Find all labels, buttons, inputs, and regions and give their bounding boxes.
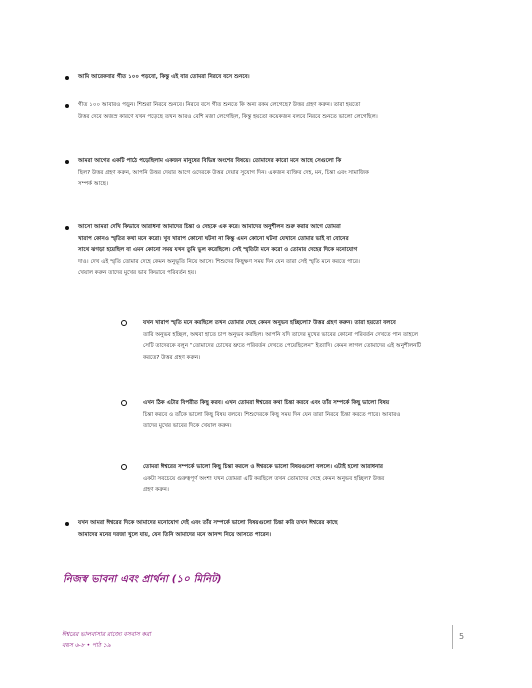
- subitem-circle-marker: [121, 400, 127, 406]
- subitem-text: তাদের মুখের ভাবের দিকে খেয়াল করুন।: [143, 423, 232, 429]
- footer-divider: [452, 625, 453, 649]
- section-heading: নিজস্ব ভাবনা এবং প্রার্থনা (১০ মিনিট): [63, 574, 222, 585]
- bullet-text: দাও। দেখ এই স্মৃতি তোমার দেহে কেমন অনুভূতি নিয়ে আসে। শিশুদের কিছুক্ষণ সময় দিন যেন তারা সেই স্মৃতি মনে করতে পারে।: [78, 258, 360, 265]
- bullet-item-silent-reading: [78, 100, 450, 123]
- subitem-body-feeling: [143, 318, 463, 364]
- bullet-text: গীত ১০০ আবারও পড়ুন। শিশুরা নিরবে শুনবে। নিরবে বসে গীত শুনতে কি অন্য রকম লেগেছে? উত্তর গ্রহণ করুন। তারা হয়তো: [78, 102, 361, 108]
- bullet-text: আসো আমরা দেখি কিভাবে আরাধনা আমাদের চিন্তা ও দেহকে এক করে। আমাদের অনুশীলন শুরু করার আগে তোমরা: [78, 224, 341, 230]
- bullet-dot: [65, 104, 69, 108]
- bullet-item-bad-memory: [78, 222, 450, 280]
- subitem-text: একটা সবচেয়ে গুরুত্বপূর্ণ অংশ! যখন তোমরা এটি করছিলে তখন তোমাদের দেহে কেমন অনুভব হচ্ছিল? উত্তর: [143, 475, 385, 482]
- subitem-worship-important: [143, 462, 463, 497]
- subitem-text: এখন ঠিক এটার বিপরীত কিছু করব। এখন তোমরা ঈশ্বরের কথা চিন্তা করবে এবং তাঁর সম্পর্কে কিছু ভালো বিষয়: [143, 400, 390, 406]
- subitem-text: সেটি তাদেরকে বলুন “তোমাদের চোখের ভ্রুতে পরিবর্তন দেখতে পেয়েছিলেন” ইত্যাদি। কেমন লাগল তোমাদের এই অনুশীলনটি: [143, 343, 422, 349]
- bullet-dot: [65, 76, 69, 80]
- bullet-text: আমরা আগের একটি পাঠে পড়েছিলাম একজন মানুষের বিভিন্ন অংশের বিষয়ে। তোমাদের কারো মনে আছে সেগুলো কি: [78, 158, 342, 164]
- subitem-text: যখন খারাপ স্মৃতি মনে করছিলে তখন তোমার দেহে কেমন অনুভব হচ্ছিলো? উত্তর গ্রহণ করুন। তারা হয়তো বলবে: [143, 320, 396, 326]
- bullet-item-replay-psalm: [78, 72, 450, 84]
- bullet-item-closing: [78, 518, 450, 541]
- subitem-text: চিন্তা করবে ও তাঁকে ভালো কিছু বিষয় বলবে। শিশুদেরকে কিছু সময় দিন যেন তারা নিরবে চিন্তা করতে পারে। আবারও: [143, 411, 401, 418]
- subitem-circle-marker: [121, 320, 127, 326]
- footer-subtitle: বয়স ৬-৮ • পাঠ ১৯: [62, 642, 111, 649]
- subitem-text: তারি অনুভব হচ্ছিল, অথবা হাতে চাপ অনুভব করছিল। আপনি যদি তাদের মুখের ভাবের কোনো পরিবর্তন দেখতে পান তাহলে: [143, 331, 419, 338]
- bullet-text: খারাপ কোনও স্মৃতির কথা মনে করো। খুব খারাপ কোনো ঘটনা না কিন্তু এমন কোনো ঘটনা যেখানে তোমার ভাই বা বোনের: [78, 235, 349, 242]
- bullet-item-person-parts: [78, 156, 450, 191]
- bullet-text: যখন আমরা ঈশ্বরের দিকে আমাদের মনোযোগ দেই এবং তাঁর সম্পর্কে ভালো বিষয়গুলো চিন্তা করি তখন ঈশ্বরের কাছে: [78, 520, 338, 526]
- bullet-dot: [65, 522, 69, 526]
- bullet-text: আমাদের মনের দরজা খুলে যায়, যেন তিনি আমাদের মনে আনন্দ নিয়ে আসতে পারেন।: [78, 531, 272, 538]
- subitem-text: গ্রহণ করুন।: [143, 487, 169, 493]
- bullet-dot: [65, 160, 69, 164]
- bullet-text: সাথে ঝগড়া হয়েছিল বা এমন কোনো সময় যখন তুমি ভুল করেছিলে। সেই স্মৃতিটা মনে করো ও তোমার দেহের দিকে মনোযোগ: [78, 247, 358, 253]
- bullet-text: ছিল? উত্তর গ্রহণ করুন, আপনি উত্তর দেয়ার আগে ওদেরকে উত্তর দেয়ার সুযোগ দিন। একজন ব্যক্তির দেহ, মন, চিন্তা এবং সামাজিক: [78, 169, 369, 176]
- bullet-text: খেয়াল করুন তাদের মুখের ভাব কিভাবে পরিবর্তন হয়।: [78, 270, 197, 276]
- subitem-text: করতে? উত্তর গ্রহণ করুন।: [143, 354, 201, 361]
- bullet-dot: [65, 226, 69, 230]
- subitem-think-about-god: [143, 398, 463, 433]
- footer-title: ঈশ্বরের ভালবাসার রাজ্যে বসবাস করা: [62, 631, 151, 638]
- subitem-circle-marker: [121, 464, 127, 470]
- subitem-text: তোমরা ঈশ্বরের সম্পর্কে ভালো কিছু চিন্তা করলে ও ঈশ্বরকে ভালো বিষয়গুলো বললে। এটাই হলো আরাধনার: [143, 464, 384, 470]
- bullet-text: সম্পর্ক আছে।: [78, 181, 109, 187]
- bullet-text: আমি আরেকবার গীত ১০০ পড়বো, কিন্তু এই বার তোমরা নিরবে বসে শুনবে।: [78, 74, 250, 80]
- bullet-text: উত্তর দেবে অজস্র কারণে যখন পড়েছে তখন আরও বেশি মজা লেগেছিল, কিন্তু হয়তো কয়েকজন বলবে নিরবে শুনতে ভালো লেগেছিল।: [78, 113, 378, 120]
- page-number: 5: [459, 632, 465, 641]
